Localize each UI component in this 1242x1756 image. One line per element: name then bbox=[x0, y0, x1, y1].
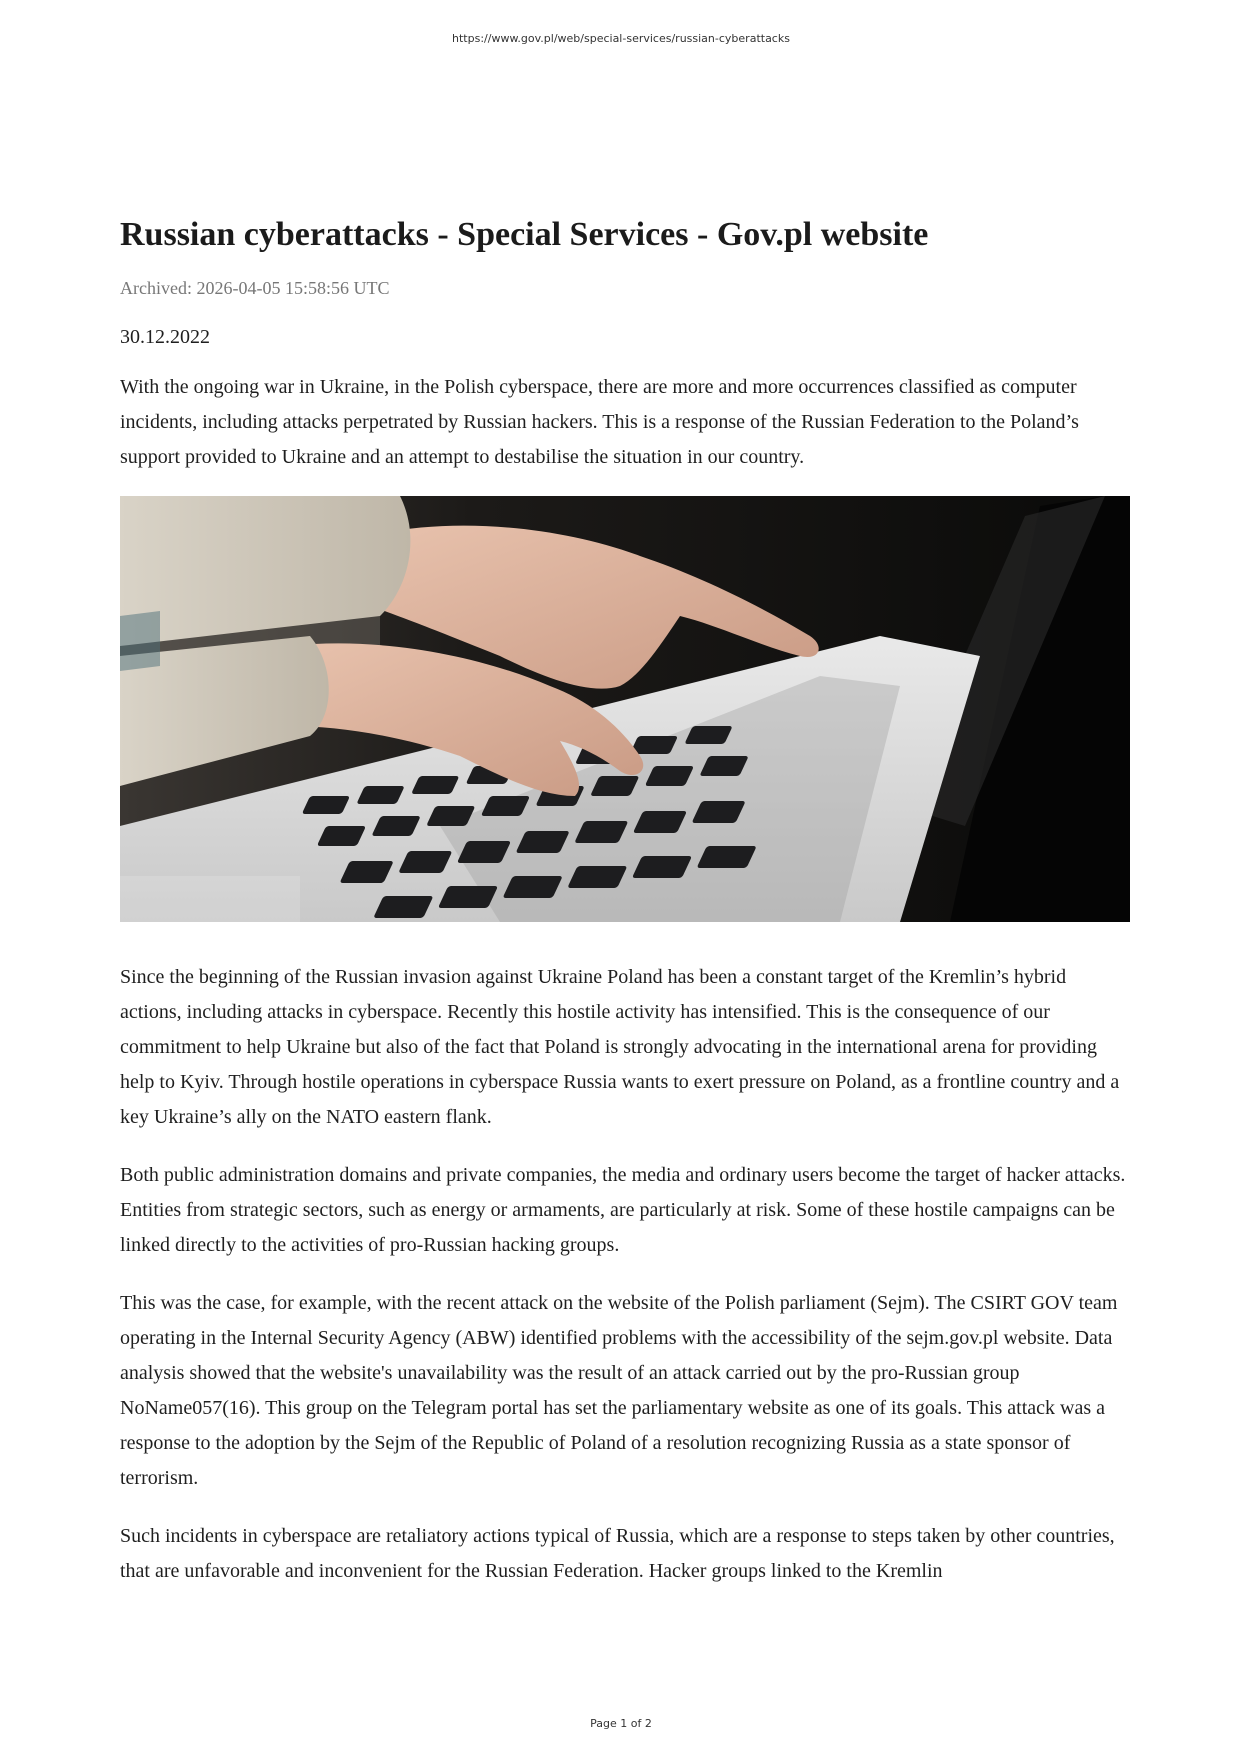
archived-timestamp: Archived: 2026-04-05 15:58:56 UTC bbox=[120, 278, 390, 298]
page-url: https://www.gov.pl/web/special-services/russian-cyberattacks bbox=[452, 32, 790, 45]
page-title: Russian cyberattacks - Special Services - Gov.pl website bbox=[120, 216, 929, 253]
article bbox=[120, 214, 1130, 1589]
body-paragraph: Since the beginning of the Russian invasion against Ukraine Poland has been a constant target of the Kremlin’s hybrid actions, including attacks in cyberspace. Recently this hostile activity has intensified. This is the consequence of our commitment to help Ukraine but also of the fact that Poland is strongly advocating in the international arena for providing help to Kyiv. Through hostile operations in cyberspace Russia wants to exert pressure on Poland, as a frontline country and a key Ukraine’s ally on the NATO eastern flank. bbox=[120, 966, 1120, 1128]
body-paragraph: Such incidents in cyberspace are retaliatory actions typical of Russia, which are a response to steps taken by other countries, that are unfavorable and inconvenient for the Russian Federation. Hacker groups linked to the Kremlin bbox=[120, 1525, 1115, 1582]
body-paragraph: This was the case, for example, with the recent attack on the website of the Polish parliament (Sejm). The CSIRT GOV team operating in the Internal Security Agency (ABW) identified problems with the accessibility of the sejm.gov.pl website. Data analysis showed that the website's unavailability was the result of an attack carried out by the pro-Russian group NoName057(16). This group on the Telegram portal has set the parliamentary website as one of its goals. This attack was a response to the adoption by the Sejm of the Republic of Poland of a resolution recognizing Russia as a state sponsor of terrorism. bbox=[120, 1292, 1118, 1489]
publication-date: 30.12.2022 bbox=[120, 326, 210, 348]
hero-image bbox=[120, 496, 1130, 922]
body-paragraph: Both public administration domains and private companies, the media and ordinary users become the target of hacker attacks. Entities from strategic sectors, such as energy or armaments, are particularly at risk. Some of these hostile campaigns can be linked directly to the activities of pro-Russian hacking groups. bbox=[120, 1164, 1126, 1256]
intro-paragraph: With the ongoing war in Ukraine, in the Polish cyberspace, there are more and more occurrences classified as computer incidents, including attacks perpetrated by Russian hackers. This is a response of the Russian Federation to the Poland’s support provided to Ukraine and an attempt to destabilise the situation in our country. bbox=[120, 376, 1079, 468]
page-number: Page 1 of 2 bbox=[590, 1717, 652, 1730]
